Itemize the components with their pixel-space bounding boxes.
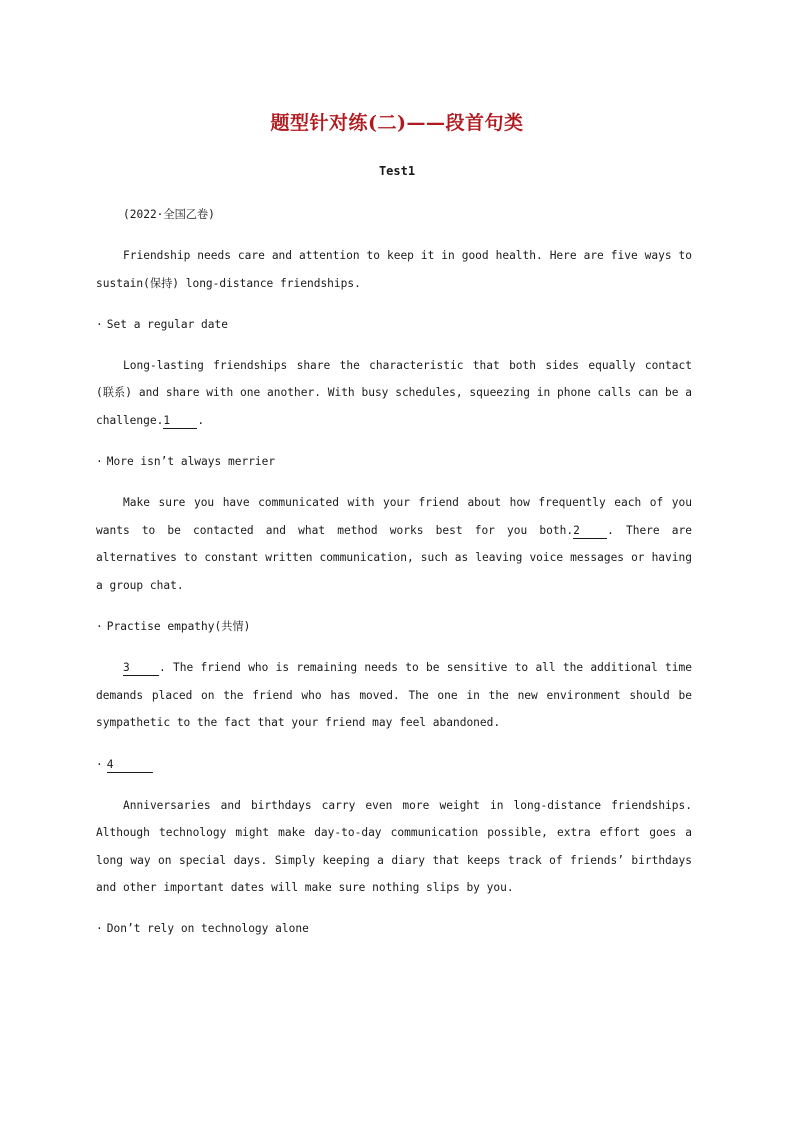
section-heading-5: [96, 915, 692, 943]
bullet: ·: [96, 922, 103, 936]
bullet: ·: [96, 620, 103, 634]
section-heading-2: [96, 448, 692, 476]
section-body-2: [96, 489, 692, 599]
body-text: . The friend who is remaining needs to be sensitive to all the additional time demands placed on the friend who has moved. The one in the new environment should be sympathetic to the fact that your friend may feel abandoned.: [96, 661, 692, 730]
section-body-1: [96, 352, 692, 435]
body-text: Long-lasting friendships share the characteristic that both sides equally contact (联系) and share with one another. With busy schedules, squeezing in phone calls can be a challenge.: [96, 358, 692, 428]
bullet: ·: [96, 317, 103, 331]
body-text: . There are alternatives to constant written communication, such as leaving voice messages or having a group chat.: [96, 523, 692, 593]
passage: [96, 201, 692, 957]
page-subtitle: Test1: [378, 164, 416, 178]
bullet: ·: [96, 757, 103, 771]
heading-text: Practise empathy(共情): [106, 620, 251, 634]
bullet: ·: [96, 455, 103, 469]
body-text: .: [197, 414, 205, 428]
source-line: (2022·全国乙卷): [123, 208, 215, 221]
page-title: 题型针对练(二)——段首句类: [270, 112, 524, 134]
answer-blank-1[interactable]: 1: [163, 414, 197, 429]
section-heading-1: [96, 311, 692, 339]
heading-text: Don’t rely on technology alone: [106, 922, 309, 936]
section-body-3: [96, 654, 692, 737]
section-heading-4: [96, 751, 692, 779]
answer-blank-4[interactable]: 4: [107, 758, 153, 773]
section-heading-3: [96, 613, 692, 641]
heading-text: More isn’t always merrier: [106, 455, 276, 469]
intro-paragraph: Friendship needs care and attention to keep it in good health. Here are five ways to sustain(保持) long-distance friendships.: [96, 249, 692, 290]
answer-blank-2[interactable]: 2: [573, 524, 607, 539]
heading-text: Set a regular date: [106, 317, 228, 331]
body-text: Make sure you have communicated with your friend about how frequently each of you wants to be contacted and what method works best for you both.: [96, 496, 692, 537]
answer-blank-3[interactable]: 3: [123, 661, 159, 676]
section-body-4: Anniversaries and birthdays carry even more weight in long-distance friendships. Although technology might make day-to-day communication possible, extra effort goes a long way on special days. Simply keeping a diary that keeps track of friends’ birthdays and other important dates will make sure nothing slips by you.: [96, 798, 692, 895]
